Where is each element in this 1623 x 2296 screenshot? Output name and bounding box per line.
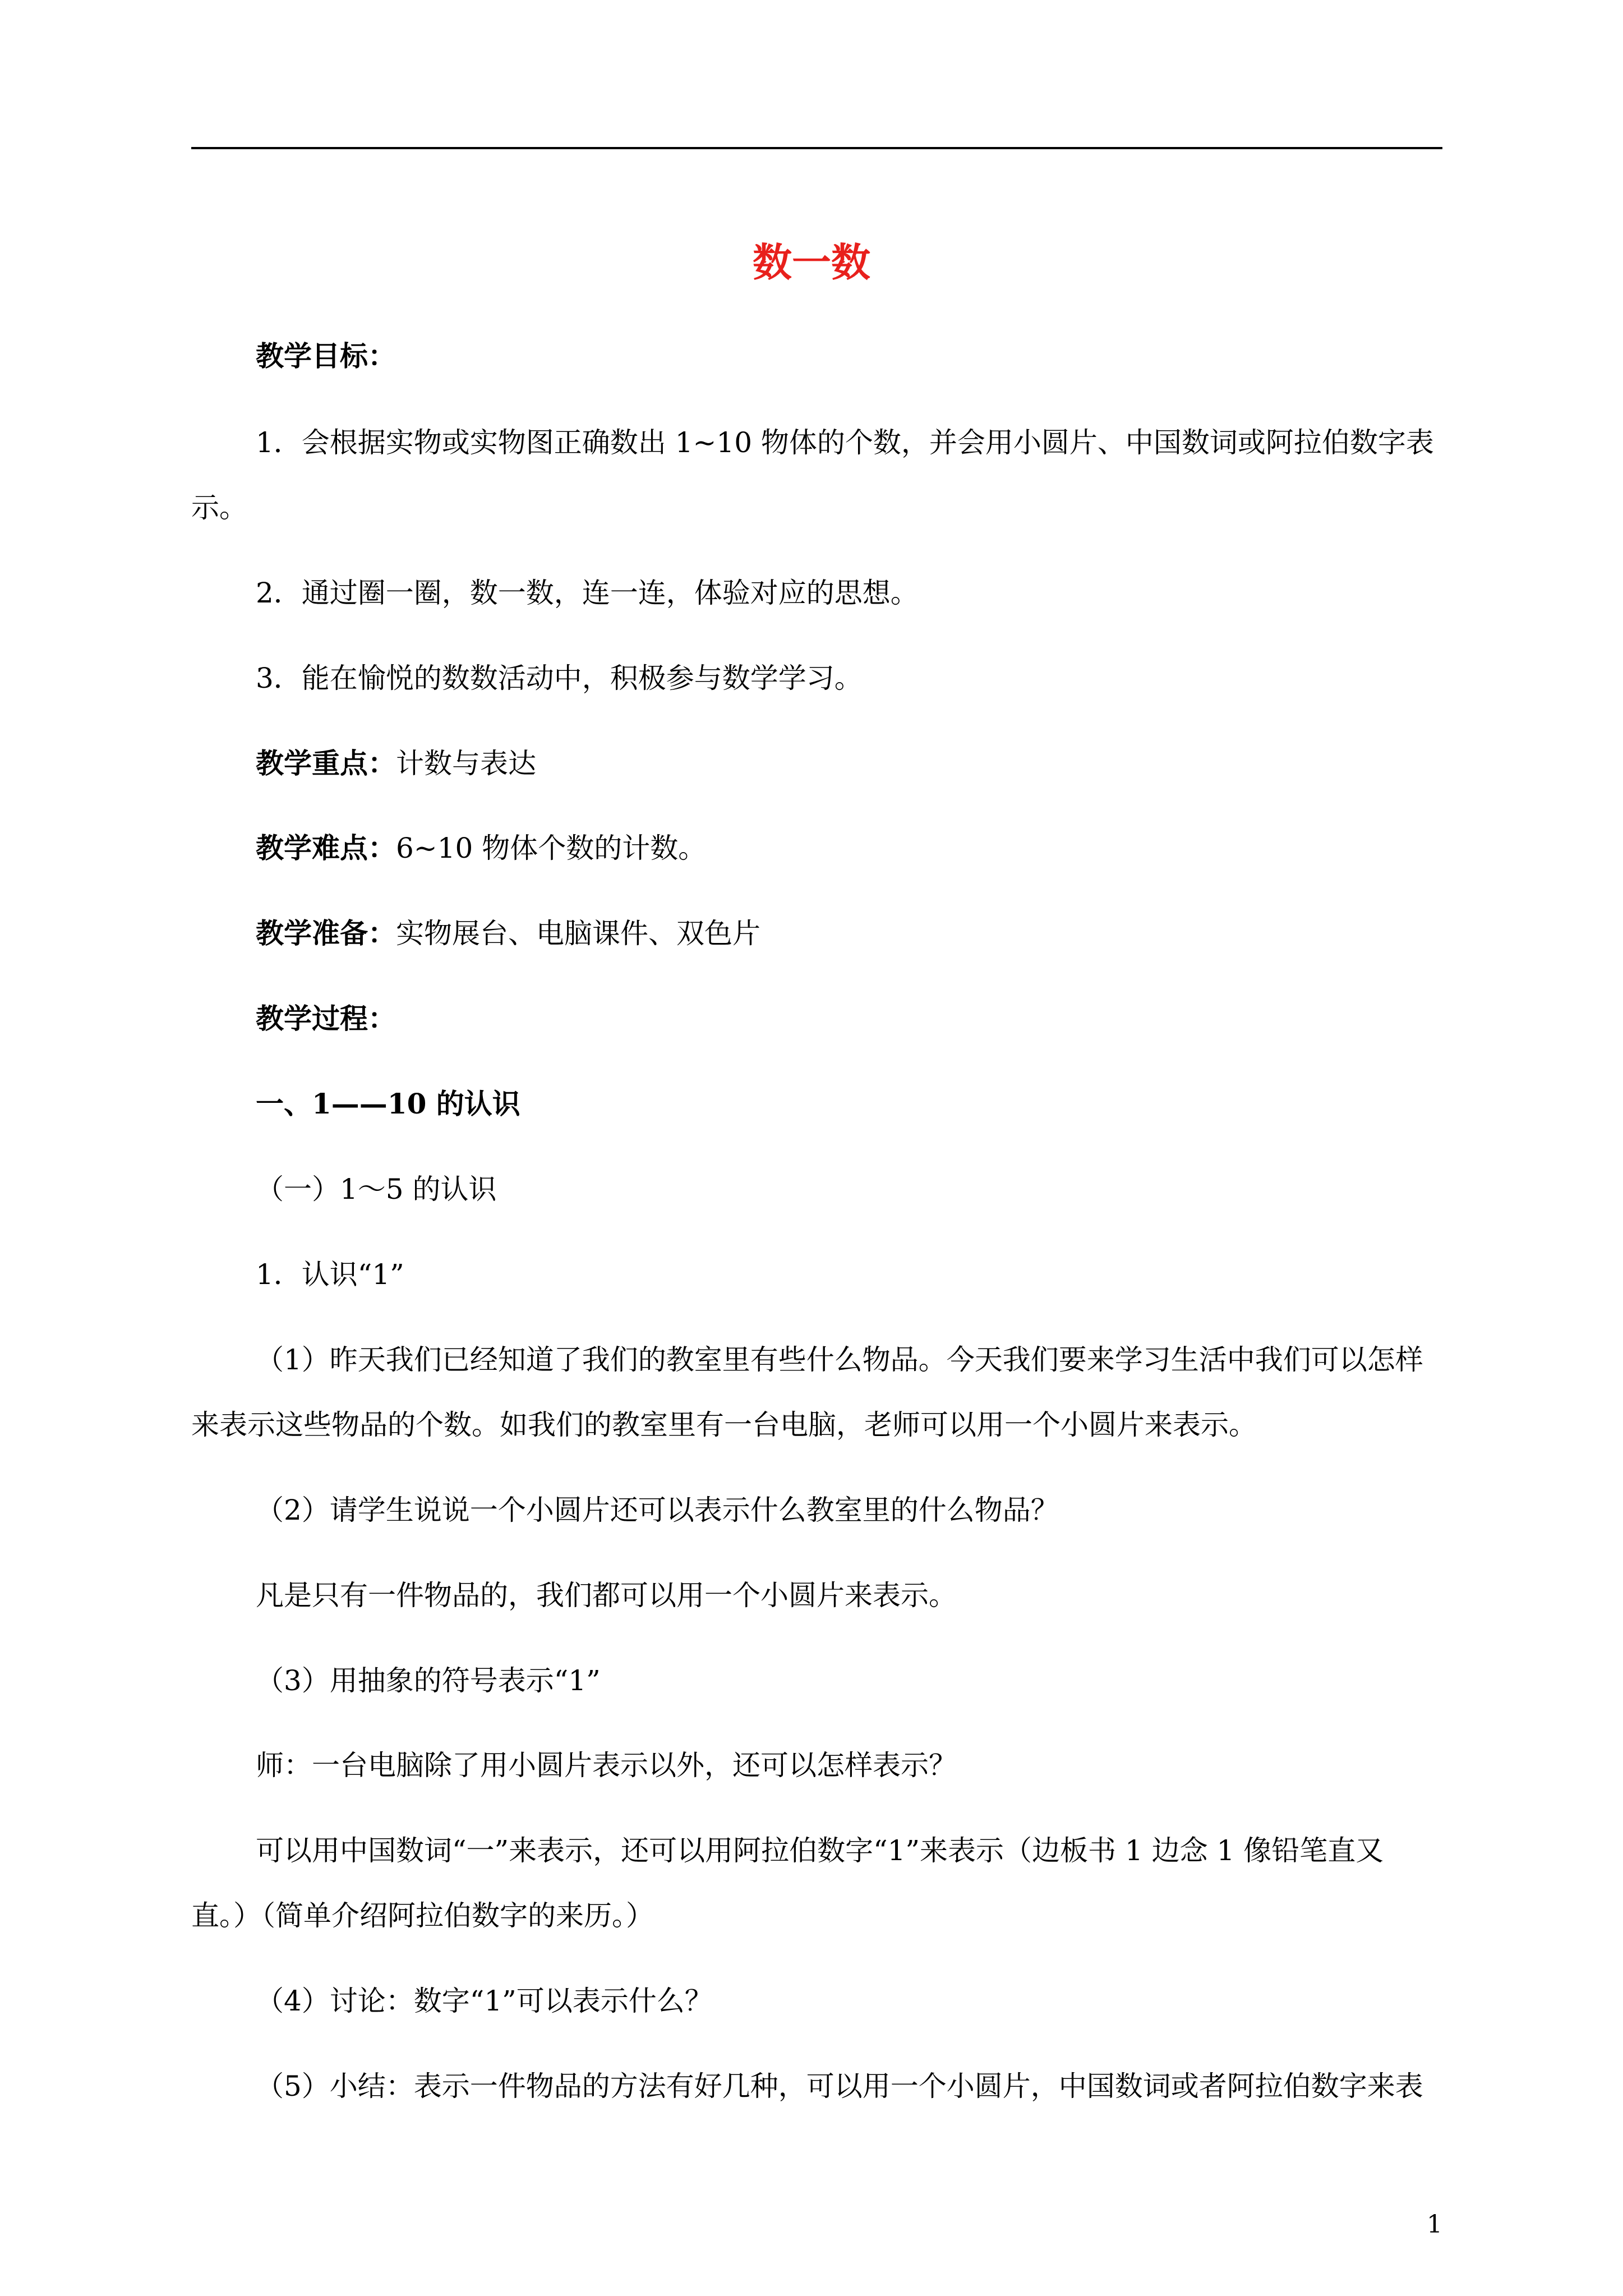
text: 2．通过圈一圈，数一数，连一连，体验对应的思想。 [256, 577, 919, 609]
text: 1．会根据实物或实物图正确数出 1~10 物体的个数，并会用小圆片、中国数词或阿拉伯数字表 [256, 426, 1434, 459]
text: 1．认识“1” [256, 1258, 404, 1291]
teaching-difficulty [256, 830, 1442, 867]
text: 直。）（简单介绍阿拉伯数字的来历。） [191, 1899, 654, 1932]
text: 示。 [191, 491, 247, 524]
text: 实物展台、电脑课件、双色片 [396, 917, 760, 950]
label: 一、1——10 的认识 [256, 1087, 520, 1120]
text: 计数与表达 [396, 747, 536, 780]
para-3 [256, 1662, 1442, 1699]
page-title: 数一数 [753, 239, 870, 286]
label: 教学过程： [256, 1002, 396, 1035]
teaching-preparation [256, 915, 1442, 952]
text: （一）1～5 的认识 [256, 1173, 497, 1205]
teaching-key-point [256, 745, 1442, 782]
heading-teaching-process [256, 1000, 1442, 1037]
para-2 [256, 1492, 1442, 1529]
heading-teaching-goals [256, 338, 1442, 375]
section-heading-1-10 [256, 1085, 1442, 1122]
para-4 [256, 1982, 1442, 2019]
label: 教学准备： [256, 917, 396, 950]
goal-1-line-1 [256, 424, 1442, 461]
label: 教学目标： [256, 339, 396, 372]
teacher-question [256, 1747, 1442, 1784]
label: 教学重点： [256, 747, 396, 780]
subsection-1-5 [256, 1171, 1442, 1208]
goal-3 [256, 660, 1442, 697]
goal-2 [256, 574, 1442, 611]
text: 凡是只有一件物品的，我们都可以用一个小圆片来表示。 [256, 1579, 957, 1612]
text: （1）昨天我们已经知道了我们的教室里有些什么物品。今天我们要来学习生活中我们可以怎样 [256, 1343, 1423, 1376]
header-rule [191, 147, 1442, 149]
text: （2）请学生说说一个小圆片还可以表示什么教室里的什么物品？ [256, 1494, 1059, 1526]
page-number: 1 [1427, 2210, 1442, 2239]
text: 可以用中国数词“一”来表示，还可以用阿拉伯数字“1”来表示（边板书 1 边念 1 像铅笔直又 [256, 1834, 1384, 1867]
para-1-line-1 [256, 1341, 1442, 1378]
label: 教学难点： [256, 831, 396, 864]
text: 师：一台电脑除了用小圆片表示以外，还可以怎样表示？ [256, 1749, 957, 1782]
para-2-note [256, 1577, 1442, 1614]
text: 来表示这些物品的个数。如我们的教室里有一台电脑，老师可以用一个小圆片来表示。 [191, 1409, 1257, 1441]
text: （3）用抽象的符号表示“1” [256, 1664, 601, 1697]
text: 6~10 物体个数的计数。 [396, 832, 707, 864]
text: （5）小结：表示一件物品的方法有好几种，可以用一个小圆片，中国数词或者阿拉伯数字来表 [256, 2070, 1423, 2102]
goal-1-line-2 [191, 489, 1378, 526]
answer-line-2 [191, 1897, 1378, 1934]
text: 3．能在愉悦的数数活动中，积极参与数学学习。 [256, 662, 863, 694]
answer-line-1 [256, 1832, 1442, 1869]
item-know-1 [256, 1256, 1442, 1293]
para-5 [256, 2068, 1442, 2105]
para-1-line-2 [191, 1406, 1378, 1443]
text: （4）讨论：数字“1”可以表示什么？ [256, 1985, 713, 2017]
